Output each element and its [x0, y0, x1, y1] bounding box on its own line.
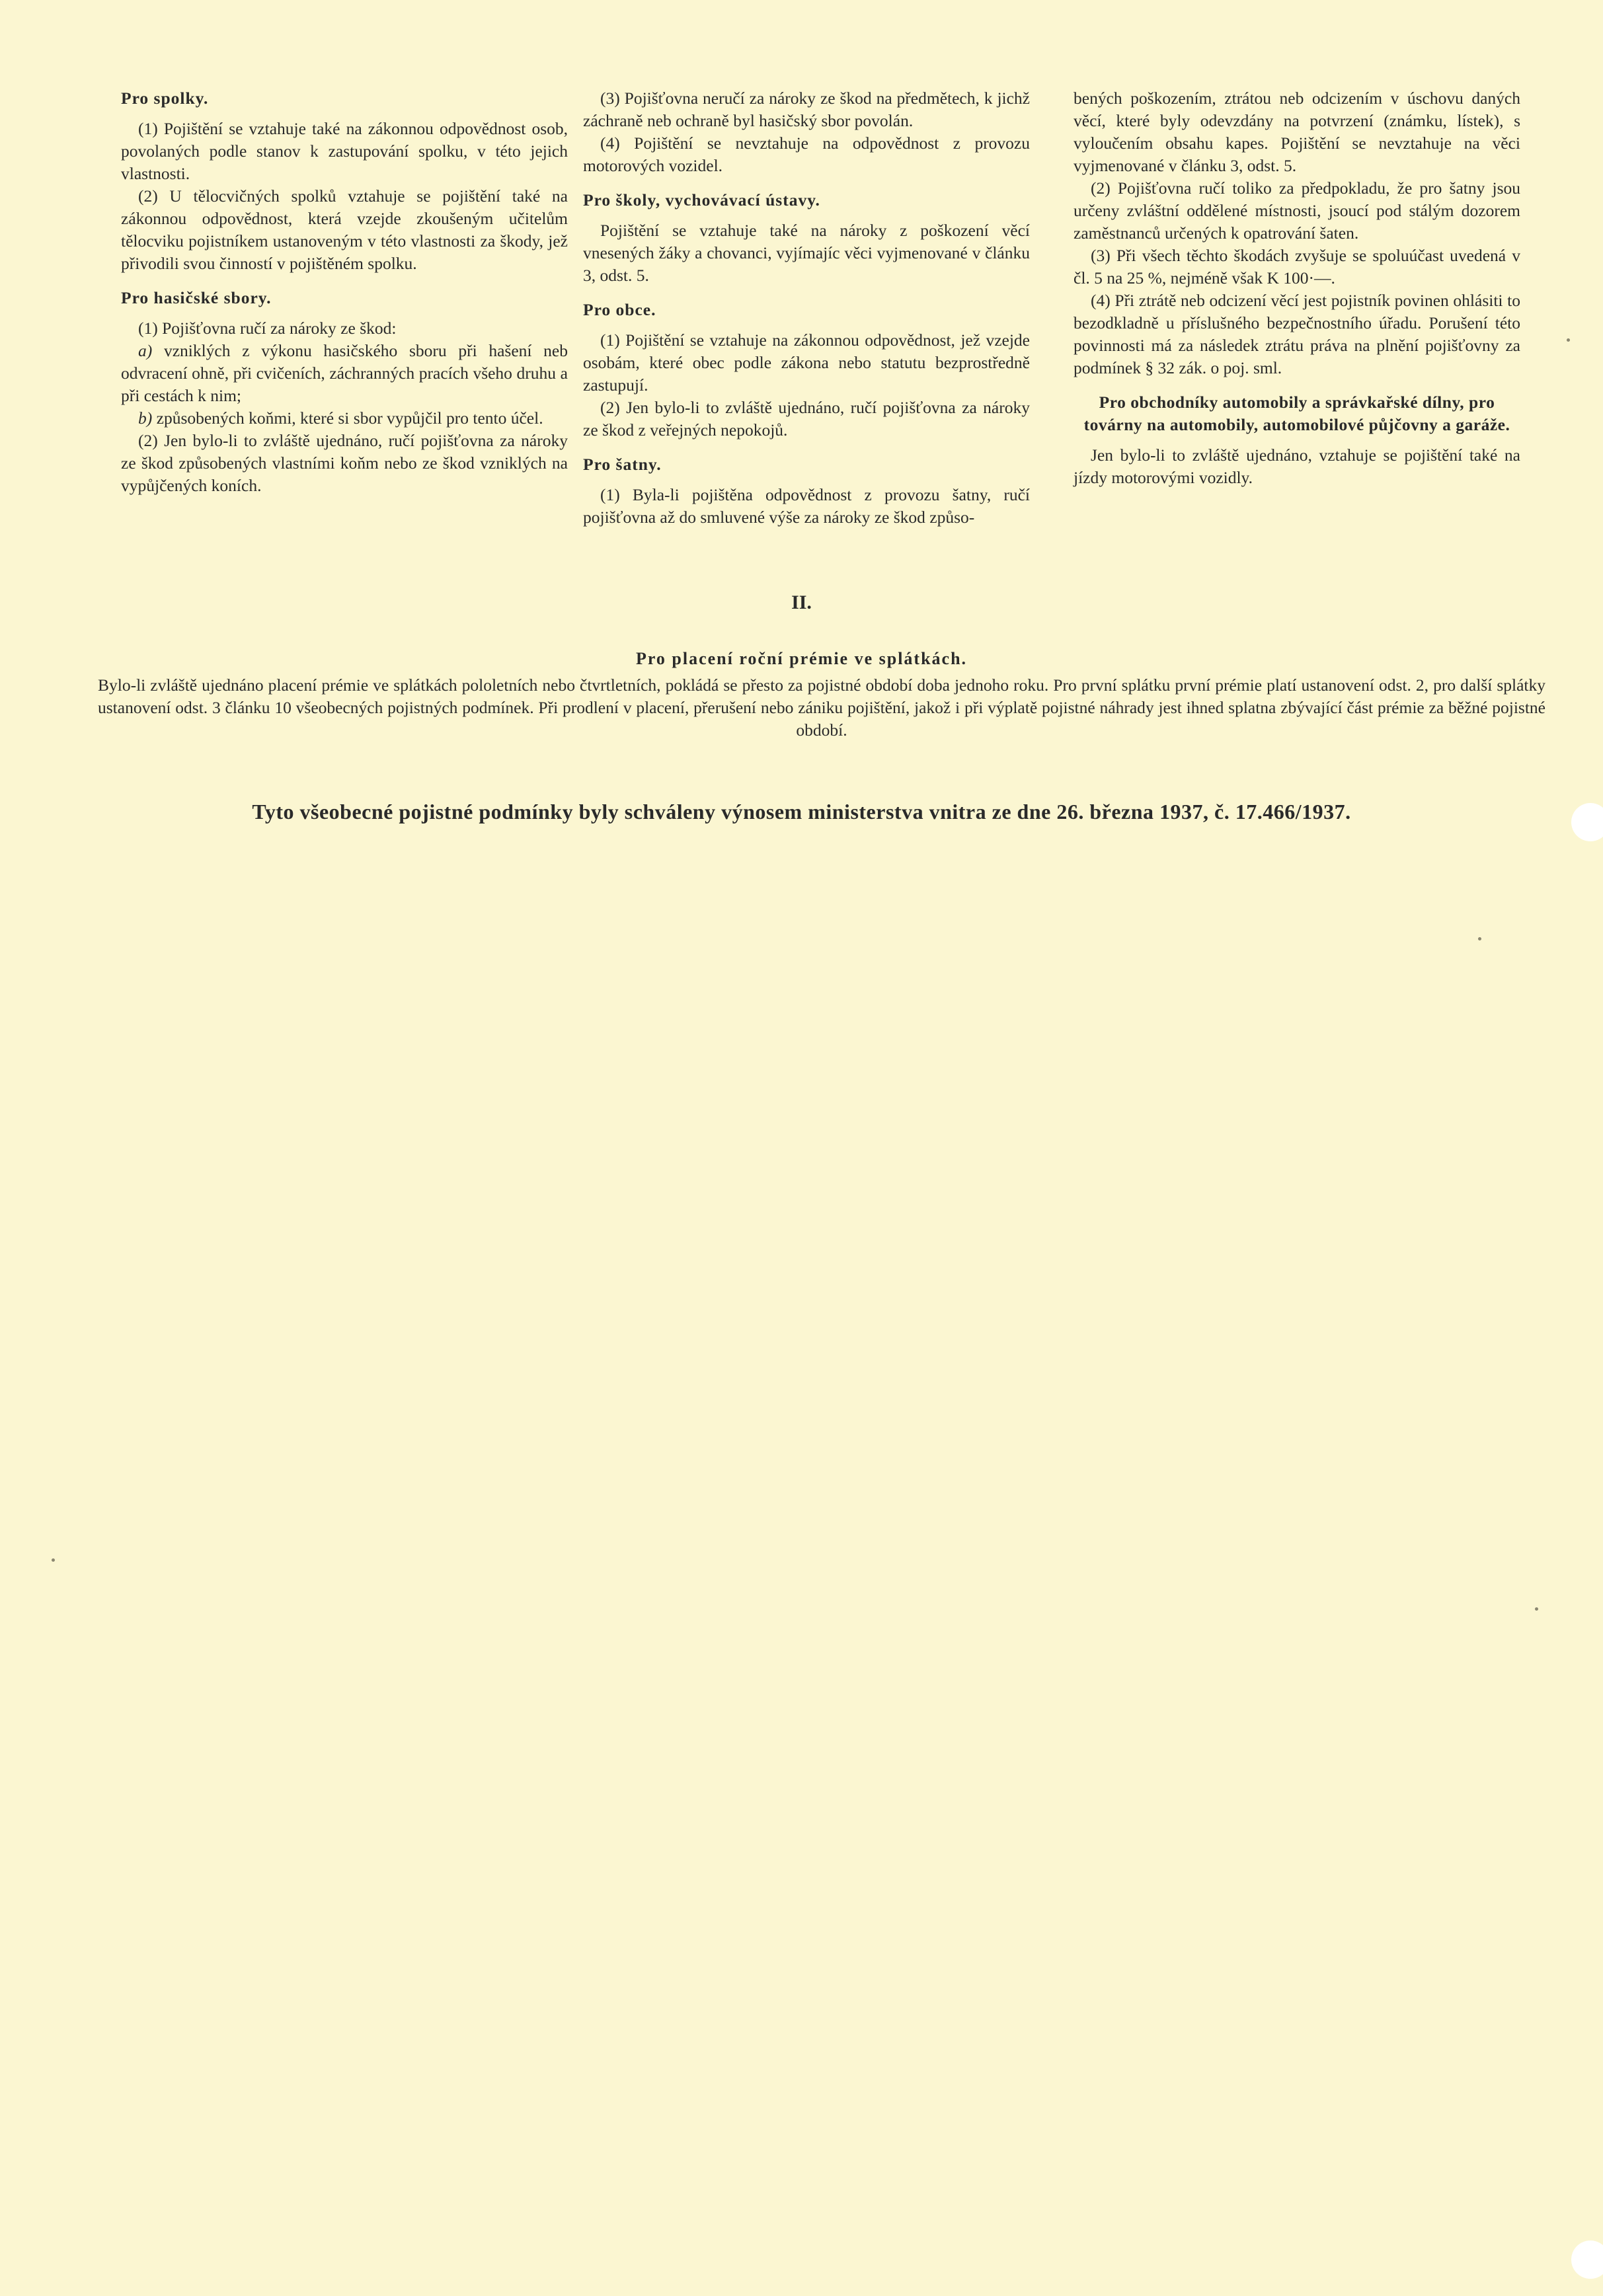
section-title: Pro placení roční prémie ve splátkách. [635, 649, 968, 668]
heading-skoly: Pro školy, vychovávací ústavy. [583, 190, 820, 210]
paper-speck [1535, 1607, 1538, 1611]
column-left [121, 87, 568, 497]
list-item-a [121, 340, 568, 407]
heading-obce: Pro obce. [583, 300, 656, 319]
paragraph: bených poškozením, ztrátou neb odcizením v úschovu daných věcí, které byly odevzdány na potvrzení (známku, lístek), s vyloučením obsahu kapes. Pojištění se nevztahuje na věci vyjmenované v článku 3, odst. 5. [1074, 89, 1520, 175]
paragraph: (1) Byla-li pojištěna odpovědnost z provozu šatny, ručí pojišťovna až do smluvené výše za nároky ze škod způso- [583, 485, 1030, 527]
paragraph: (1) Pojištění se vztahuje také na zákonnou odpovědnost osob, povolaných podle stanov k zastupování spolku, v této jejich vlastnosti. [121, 119, 568, 183]
paragraph: Pojištění se vztahuje také na nároky z poškození věcí vnesených žáky a chovanci, vyjímajíc věci vyjmenované v článku 3, odst. 5. [583, 221, 1030, 285]
paragraph: Jen bylo-li to zvláště ujednáno, vztahuje se pojištění také na jízdy motorovými vozidly. [1074, 445, 1520, 487]
paragraph: (1) Pojišťovna ručí za nároky ze škod: [138, 319, 397, 338]
item-text: vzniklých z výkonu hasičského sboru při hašení neb odvracení ohně, při cvičeních, záchranných pracích všeho druhu a při cestách k nim; [121, 341, 568, 405]
paragraph: (1) Pojištění se vztahuje na zákonnou odpovědnost, jež vzejde osobám, které obec podle zákona nebo statutu bezprostředně zastupují. [583, 330, 1030, 395]
paper-speck [52, 1558, 55, 1562]
item-label: a) [138, 341, 153, 360]
paragraph: (4) Pojištění se nevztahuje na odpovědnost z provozu motorových vozidel. [583, 134, 1030, 175]
item-label: b) [138, 408, 153, 428]
section-body: Bylo-li zvláště ujednáno placení prémie ve splátkách pololetních nebo čtvrtletních, pokládá se přesto za pojistné období doba jednoho roku. Pro první splátku první prémie platí ustanovení odst. 2, pro další splátky ustanovení odst. 3 článku 10 všeobecných pojistných podmínek. Při prodlení v placení, přerušení nebo zániku pojištění, jakož i při výplatě pojistné náhrady jest ihned splatna zbývající část prémie za běžné pojistné období. [98, 675, 1545, 740]
heading-obchodniky-automobily: Pro obchodníky automobily a správkařské dílny, pro továrny na automobily, automobilové půjčovny a garáže. [1083, 393, 1510, 434]
heading-spolky: Pro spolky. [121, 89, 209, 108]
column-middle [583, 87, 1030, 529]
paragraph: (2) Pojišťovna ručí toliko za předpokladu, že pro šatny jsou určeny zvláštní oddělené místnosti, jsoucí pod stálým dozorem zaměstnanců určených k opatrování šaten. [1074, 178, 1520, 243]
paragraph: (3) Při všech těchto škodách zvyšuje se spoluúčast uvedená v čl. 5 na 25 %, nejméně však K 100·—. [1074, 246, 1520, 287]
paragraph: (2) Jen bylo-li to zvláště ujednáno, ručí pojišťovna za nároky ze škod z veřejných nepokojů. [583, 398, 1030, 440]
punch-hole [1571, 803, 1603, 841]
list-item-b [121, 407, 568, 430]
paper-speck [1567, 338, 1570, 342]
heading-satny: Pro šatny. [583, 455, 662, 474]
heading-hasicske-sbory: Pro hasičské sbory. [121, 288, 272, 307]
item-text: způsobených koňmi, které si sbor vypůjčil pro tento účel. [152, 408, 543, 428]
paragraph: (2) U tělocvičných spolků vztahuje se pojištění také na zákonnou odpovědnost, která vzejde zkoušeným učitelům tělocviku pojistníkem ustanoveným v této vlastnosti za škody, jež přivodili svou činností v pojištěném spolku. [121, 186, 568, 273]
paragraph: (2) Jen bylo-li to zvláště ujednáno, ručí pojišťovna za nároky ze škod způsobených vlastními koňm nebo ze škod vzniklých na vypůjčených koních. [121, 431, 568, 495]
section-number: II. [791, 592, 812, 613]
paper-speck [1478, 937, 1481, 940]
punch-hole [1571, 2240, 1603, 2279]
column-right [1074, 87, 1520, 489]
approval-statement: Tyto všeobecné pojistné podmínky byly schváleny výnosem ministerstva vnitra ze dne 26. března 1937, č. 17.466/1937. [252, 800, 1351, 823]
paragraph: (4) Při ztrátě neb odcizení věcí jest pojistník povinen ohlásiti to bezodkladně u příslušného bezpečnostního úřadu. Porušení této povinnosti má za následek ztrátu práva na plnění pojišťovny za podmínek § 32 zák. o poj. sml. [1074, 291, 1520, 377]
paragraph: (3) Pojišťovna neručí za nároky ze škod na předmětech, k jichž záchraně neb ochraně byl hasičský sbor povolán. [583, 89, 1030, 130]
